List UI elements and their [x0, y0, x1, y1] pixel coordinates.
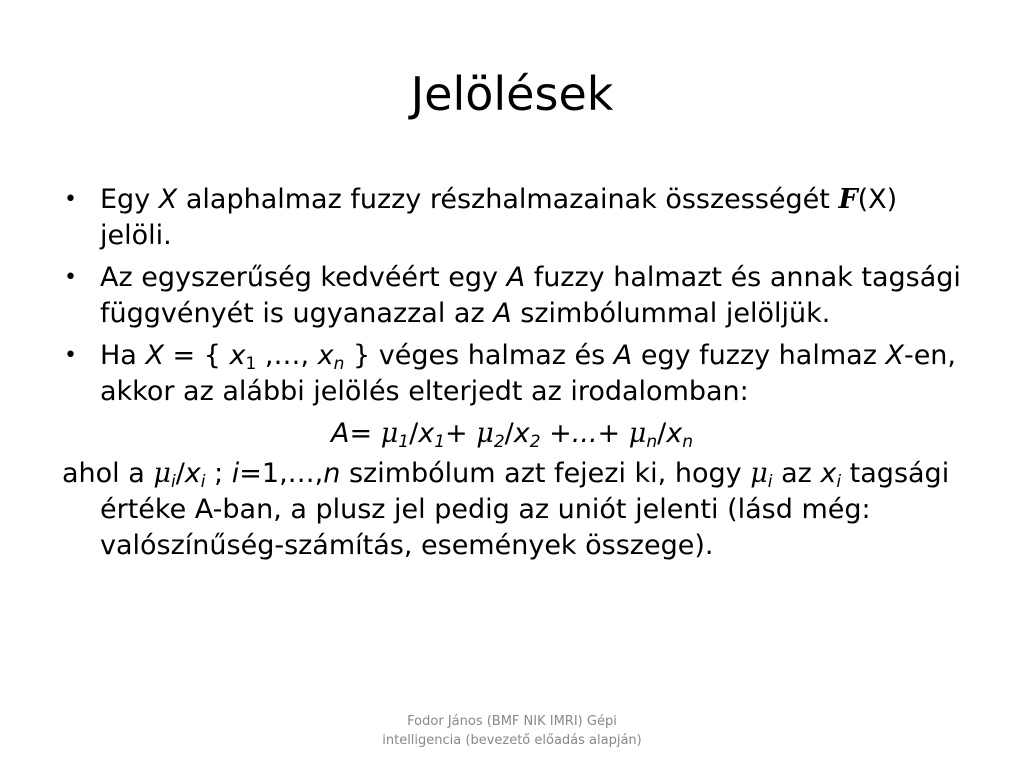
text-run: =	[349, 418, 381, 449]
math-symbol: i	[170, 472, 176, 492]
math-symbol: n	[682, 432, 693, 452]
math-symbol: +...+	[540, 418, 629, 449]
bullet-icon: •	[64, 265, 77, 290]
text-run: } véges halmaz és	[344, 340, 614, 371]
text-run: =1,…,	[239, 458, 324, 489]
text-run: Ha	[100, 340, 146, 371]
text-run: = {	[163, 340, 230, 371]
text-run: egy fuzzy halmaz	[632, 340, 886, 371]
text-run: Egy	[100, 184, 159, 215]
slide-footer	[0, 712, 1024, 750]
math-symbol: A	[493, 298, 512, 329]
math-symbol: n	[333, 354, 345, 374]
math-symbol: n	[646, 432, 658, 452]
math-symbol: i	[767, 472, 773, 492]
bullet-item	[62, 260, 962, 332]
formula	[62, 416, 962, 452]
math-symbol: 2	[493, 432, 505, 452]
slide-title: Jelölések	[410, 67, 614, 121]
subscript	[334, 354, 345, 374]
math-symbol: 1	[398, 432, 410, 452]
math-symbol: x	[513, 418, 530, 449]
math-symbol: n	[323, 458, 341, 489]
math-symbol: i	[200, 472, 206, 492]
subscript	[398, 432, 409, 452]
mu-symbol: μ	[628, 418, 647, 449]
math-symbol: 2	[529, 432, 541, 452]
footer-line: intelligencia (bevezető előadás alapján)	[382, 733, 642, 748]
math-symbol: A	[331, 418, 350, 449]
mu-symbol: μ	[750, 458, 768, 489]
mu-symbol: μ	[153, 458, 171, 489]
math-symbol: i	[836, 472, 842, 492]
script-f-symbol: F	[838, 184, 858, 215]
text-run: ,…,	[256, 340, 318, 371]
math-symbol: 1	[434, 432, 446, 452]
math-symbol: A	[613, 340, 633, 371]
text-run: szimbólum azt fejezi ki, hogy	[340, 458, 751, 489]
bullet-icon: •	[64, 343, 77, 368]
text-run: szimbólummal jelöljük.	[511, 298, 831, 329]
text-run: tagsági értéke A-ban, a plusz jel pedig az uniót jelenti (lásd még: valószínűség-számítás, események összege).	[100, 458, 950, 561]
footer-line: Fodor János (BMF NIK IMRI) Gépi	[407, 714, 617, 729]
text-run: ;	[205, 458, 232, 489]
subscript	[434, 432, 445, 452]
subscript	[494, 432, 505, 452]
text-run: az	[772, 458, 821, 489]
text-run: Az egyszerűség kedvéért egy	[100, 262, 507, 293]
math-symbol: +	[445, 418, 477, 449]
text-run: /	[657, 418, 667, 449]
bullet-item	[62, 338, 962, 410]
bullet-icon: •	[64, 187, 77, 212]
text-run: ahol a	[62, 458, 154, 489]
math-symbol: x	[317, 340, 334, 371]
math-symbol: X	[158, 184, 178, 215]
subscript: 1	[245, 354, 257, 374]
math-symbol: x	[229, 340, 246, 371]
text-run: -en, akkor az alábbi jelölés elterjedt az irodalomban:	[100, 340, 957, 407]
math-symbol: x	[184, 458, 201, 489]
math-symbol: x	[418, 418, 435, 449]
explanation-paragraph	[62, 456, 962, 564]
bullet-list	[62, 182, 962, 564]
bullet-item	[62, 182, 962, 254]
text-run: /	[504, 418, 514, 449]
subscript	[682, 432, 693, 452]
text-run: /	[409, 418, 419, 449]
mu-symbol: μ	[476, 418, 494, 449]
subscript	[646, 432, 657, 452]
text-run: alaphalmaz fuzzy részhalmazainak összességét	[177, 184, 839, 215]
math-symbol: i	[231, 458, 240, 489]
subscript	[530, 432, 541, 452]
text-run: fuzzy halmazt és annak tagsági függvényét is ugyanazzal az	[100, 262, 961, 329]
text-run: /	[175, 458, 185, 489]
math-symbol: A	[506, 262, 526, 293]
text-run: (X) jelöli.	[100, 184, 898, 251]
math-symbol: X	[885, 340, 904, 371]
math-symbol: x	[820, 458, 837, 489]
mu-symbol: μ	[380, 418, 399, 449]
math-symbol: X	[145, 340, 164, 371]
math-symbol: x	[666, 418, 683, 449]
